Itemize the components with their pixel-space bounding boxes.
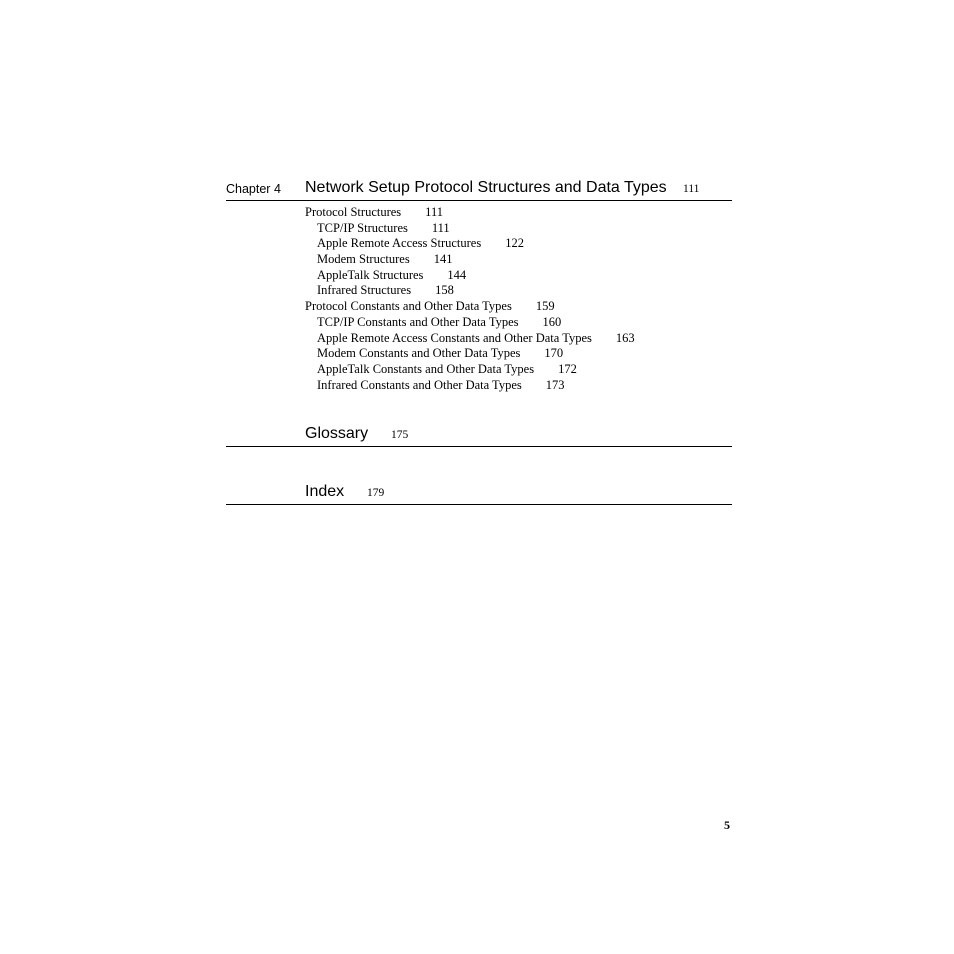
toc-entry-title: Infrared Structures — [317, 283, 412, 298]
glossary-rule — [226, 446, 732, 447]
toc-entry[interactable] — [305, 283, 635, 299]
toc-entry-page-number: 111 — [431, 220, 450, 235]
toc-entry-title: Apple Remote Access Structures — [317, 236, 482, 251]
toc-entry[interactable] — [305, 205, 635, 221]
chapter-label: Chapter 4 — [226, 182, 281, 196]
toc-entry-title: AppleTalk Structures — [317, 267, 424, 282]
toc-entry-title: Protocol Constants and Other Data Types — [305, 299, 512, 314]
toc-entry[interactable] — [305, 362, 635, 378]
chapter-page-number: 111 — [683, 183, 700, 195]
toc-entry-page-number: 170 — [544, 346, 564, 361]
toc-entry[interactable] — [305, 331, 635, 347]
toc-entry[interactable] — [305, 346, 635, 362]
index-rule — [226, 504, 732, 505]
toc-entry-page-number: 159 — [535, 299, 555, 314]
toc-entry-list — [305, 205, 635, 393]
toc-entry-page-number: 158 — [435, 283, 454, 298]
toc-entry-title: AppleTalk Constants and Other Data Types — [317, 361, 535, 376]
toc-entry[interactable] — [305, 299, 635, 315]
toc-entry-page-number: 111 — [425, 205, 443, 219]
toc-entry-page-number: 141 — [433, 252, 453, 267]
toc-entry-page-number: 172 — [558, 361, 577, 376]
toc-entry[interactable] — [305, 252, 635, 268]
toc-entry-title: Protocol Structures — [305, 205, 402, 219]
toc-entry-page-number: 173 — [545, 377, 565, 392]
toc-entry[interactable] — [305, 268, 635, 284]
toc-entry-title: Modem Structures — [317, 252, 410, 267]
toc-entry-title: Modem Constants and Other Data Types — [317, 346, 521, 361]
index-title[interactable]: Index — [305, 483, 345, 500]
toc-entry[interactable] — [305, 236, 635, 252]
toc-entry-title: Apple Remote Access Constants and Other Data Types — [317, 330, 592, 345]
page-folio: 5 — [724, 818, 730, 832]
toc-entry-title: Infrared Constants and Other Data Types — [317, 377, 522, 392]
chapter-title[interactable]: Network Setup Protocol Structures and Data Types — [305, 179, 667, 196]
toc-entry[interactable] — [305, 315, 635, 331]
toc-entry[interactable] — [305, 221, 635, 237]
toc-entry-title: TCP/IP Constants and Other Data Types — [317, 314, 519, 329]
chapter-rule — [226, 200, 732, 201]
glossary-title[interactable]: Glossary — [305, 425, 369, 442]
index-page-number: 179 — [367, 487, 385, 499]
toc-entry-page-number: 144 — [447, 267, 467, 282]
toc-entry-page-number: 122 — [505, 236, 524, 251]
toc-entry-title: TCP/IP Structures — [317, 220, 408, 235]
glossary-page-number: 175 — [391, 429, 409, 441]
toc-entry-page-number: 160 — [542, 314, 562, 329]
toc-entry-page-number: 163 — [615, 330, 635, 345]
toc-entry[interactable] — [305, 378, 635, 394]
